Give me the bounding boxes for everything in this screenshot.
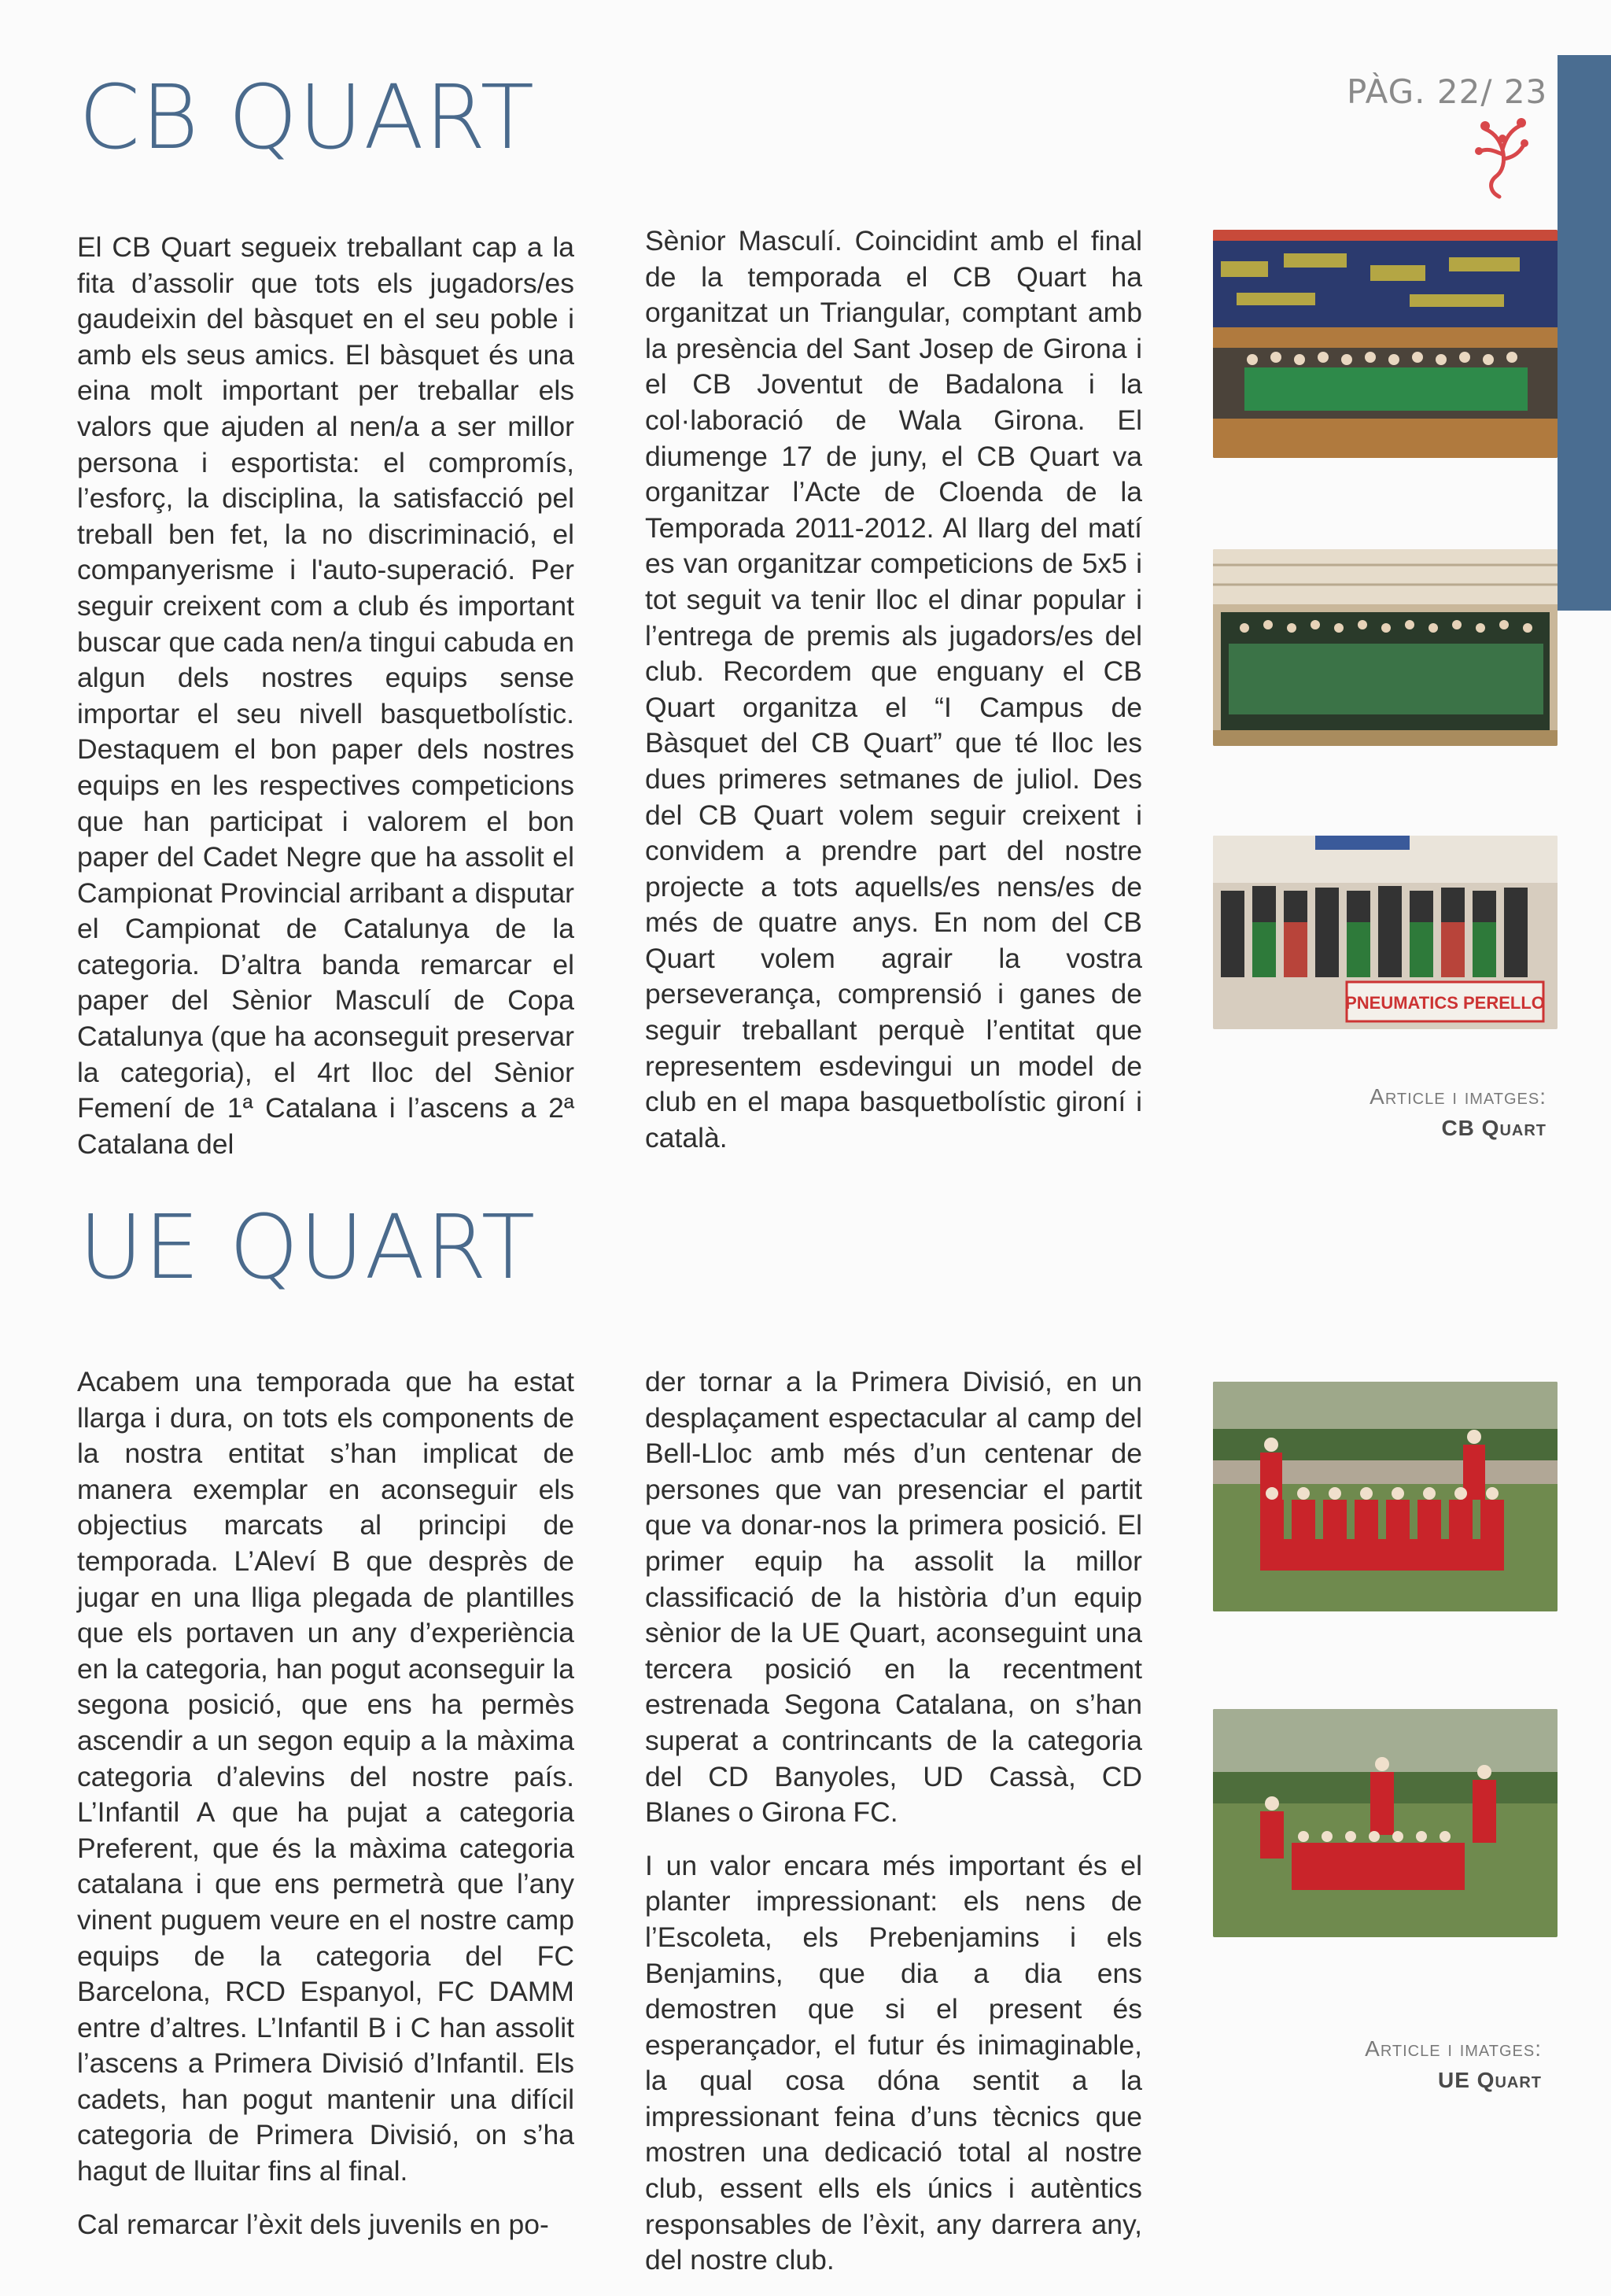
credit-label: Article i imatges: bbox=[1370, 1084, 1546, 1109]
cb-quart-column-2 bbox=[645, 223, 1142, 1173]
cb-quart-photo-banner bbox=[1213, 836, 1558, 1029]
credit-source: CB Quart bbox=[1441, 1116, 1546, 1140]
banner-text: PNEUMATICS PERELLO bbox=[1345, 993, 1545, 1013]
ue-quart-photo-team-2 bbox=[1213, 1709, 1558, 1937]
ue-quart-column-2 bbox=[645, 1364, 1142, 2296]
flower-logo-icon bbox=[1471, 115, 1534, 200]
page-number: PÀG. 22/ 23 bbox=[1347, 72, 1548, 111]
cb-quart-photo-arena-team bbox=[1213, 230, 1558, 458]
ue-quart-photo-team-1 bbox=[1213, 1382, 1558, 1611]
ue-quart-column-1 bbox=[77, 1364, 574, 2260]
cb-quart-credit bbox=[1180, 1081, 1546, 1144]
cb-quart-photo-group bbox=[1213, 549, 1558, 746]
cb-quart-title: CB QUART bbox=[79, 67, 535, 169]
ue-quart-paragraph: Cal remarcar l’èxit dels juvenils en po- bbox=[77, 2208, 549, 2240]
ue-quart-paragraph: I un valor encara més important és el planter impressionant: els nens de l’Escoleta, els Prebenjamins i els Benjamins, que dia a dia ens demostren que si el present és esperançador, el futur és inimaginable, la qual cosa dóna sentit a la impressionant feina d’uns tècnics que mostren una dedicació total al nostre club, essent ells els únics i autèntics responsables de l’èxit, any darrera any, del nostre club. bbox=[645, 1849, 1142, 2276]
ue-quart-credit bbox=[1180, 2033, 1542, 2096]
cb-quart-column-1 bbox=[77, 230, 574, 1179]
credit-label: Article i imatges: bbox=[1365, 2036, 1542, 2061]
ue-quart-paragraph: Acabem una temporada que ha estat llarga i dura, on tots els components de la nostra entitat s’han implicat de manera exemplar en aconseguir els objectius marcats al principi de temporada. L’Aleví B que desprès de jugar en una lliga plegada de plantilles que els portaven un any d’experiència en la categoria, han pogut aconseguir la segona posició, que ens ha permès ascendir a un segon equip a la màxima categoria d’alevins del nostre país. L’Infantil A que ha pujat a categoria Preferent, que és la màxima categoria catalana i que ens permetrà que l’any vinent puguem veure en el nostre camp equips de la categoria del FC Barcelona, RCD Espanyol, FC DAMM entre d’altres. L’Infantil B i C han assolit l’ascens a Primera Divisió d’Infantil. Els cadets, han pogut mantenir una difícil categoria de Primera Divisió, on s’ha hagut de lluitar fins al final. bbox=[77, 1366, 574, 2187]
cb-quart-paragraph: El CB Quart segueix treballant cap a la fita d’assolir que tots els jugadors/es gaudeixin del bàsquet en el seu poble i amb els seus amics. El bàsquet és una eina molt important per treballar els valors que ajuden al nen/a a ser millor persona i esportista: el compromís, l’esforç, la disciplina, la satisfacció pel treball ben fet, la no discriminació, el companyerisme i l'auto-superació. Per seguir creixent com a club és important buscar que cada nen/a tingui cabuda en algun dels nostres equips sense importar el seu nivell basquetbolístic. Destaquem el bon paper dels nostres equips en les respectives competicions que han participat i valorem el bon paper del Cadet Negre que ha assolit el Campionat Provincial arribant a disputar el Campionat de Catalunya de la categoria. D’altra banda remarcar el paper del Sènior Masculí de Copa Catalunya (que ha aconseguit preservar la categoria), el 4rt lloc del Sènior Femení de 1ª Catalana i l’ascens a 2ª Catalana del bbox=[77, 231, 574, 1160]
ue-quart-paragraph: der tornar a la Primera Divisió, en un desplaçament espectacular al camp del Bell-Lloc amb més d’un centenar de persones que van presenciar el partit que va donar-nos la primera posició. El primer equip ha assolit la millor classificació de la història d’un equip sènior de la UE Quart, aconseguint una tercera posició en la recentment estrenada Segona Catalana, on s’han superat a contrincants de la categoria del CD Banyoles, UD Cassà, CD Blanes o Girona FC. bbox=[645, 1366, 1142, 1829]
credit-source: UE Quart bbox=[1437, 2068, 1542, 2092]
ue-quart-title: UE QUART bbox=[79, 1197, 536, 1299]
cb-quart-paragraph: Sènior Masculí. Coincidint amb el final de la temporada el CB Quart ha organitzat un Triangular, comptant amb la presència del Sant Josep de Girona i el CB Joventut de Badalona i la col·laboració de Wala Girona. El diumenge 17 de juny, el CB Quart va organitzar l’Acte de Cloenda de la Temporada 2011-2012. Al llarg del matí es van organitzar competicions de 5x5 i tot seguit va tenir lloc el dinar popular i l’entrega de premis als jugadors/es del club. Recordem que enguany el CB Quart organitza el “I Campus de Bàsquet del CB Quart” que té lloc les dues primeres setmanes de juliol. Des del CB Quart volem seguir creixent i convidem a prendre part del nostre projecte a tots aquells/es nens/es de més de quatre anys. En nom del CB Quart volem agrair la vostra perseverança, comprensió i ganes de seguir treballant perquè l’entitat que representem esdevingui un model de club en el mapa basquetbolístic gironí i català. bbox=[645, 225, 1142, 1154]
side-tab bbox=[1558, 55, 1611, 611]
